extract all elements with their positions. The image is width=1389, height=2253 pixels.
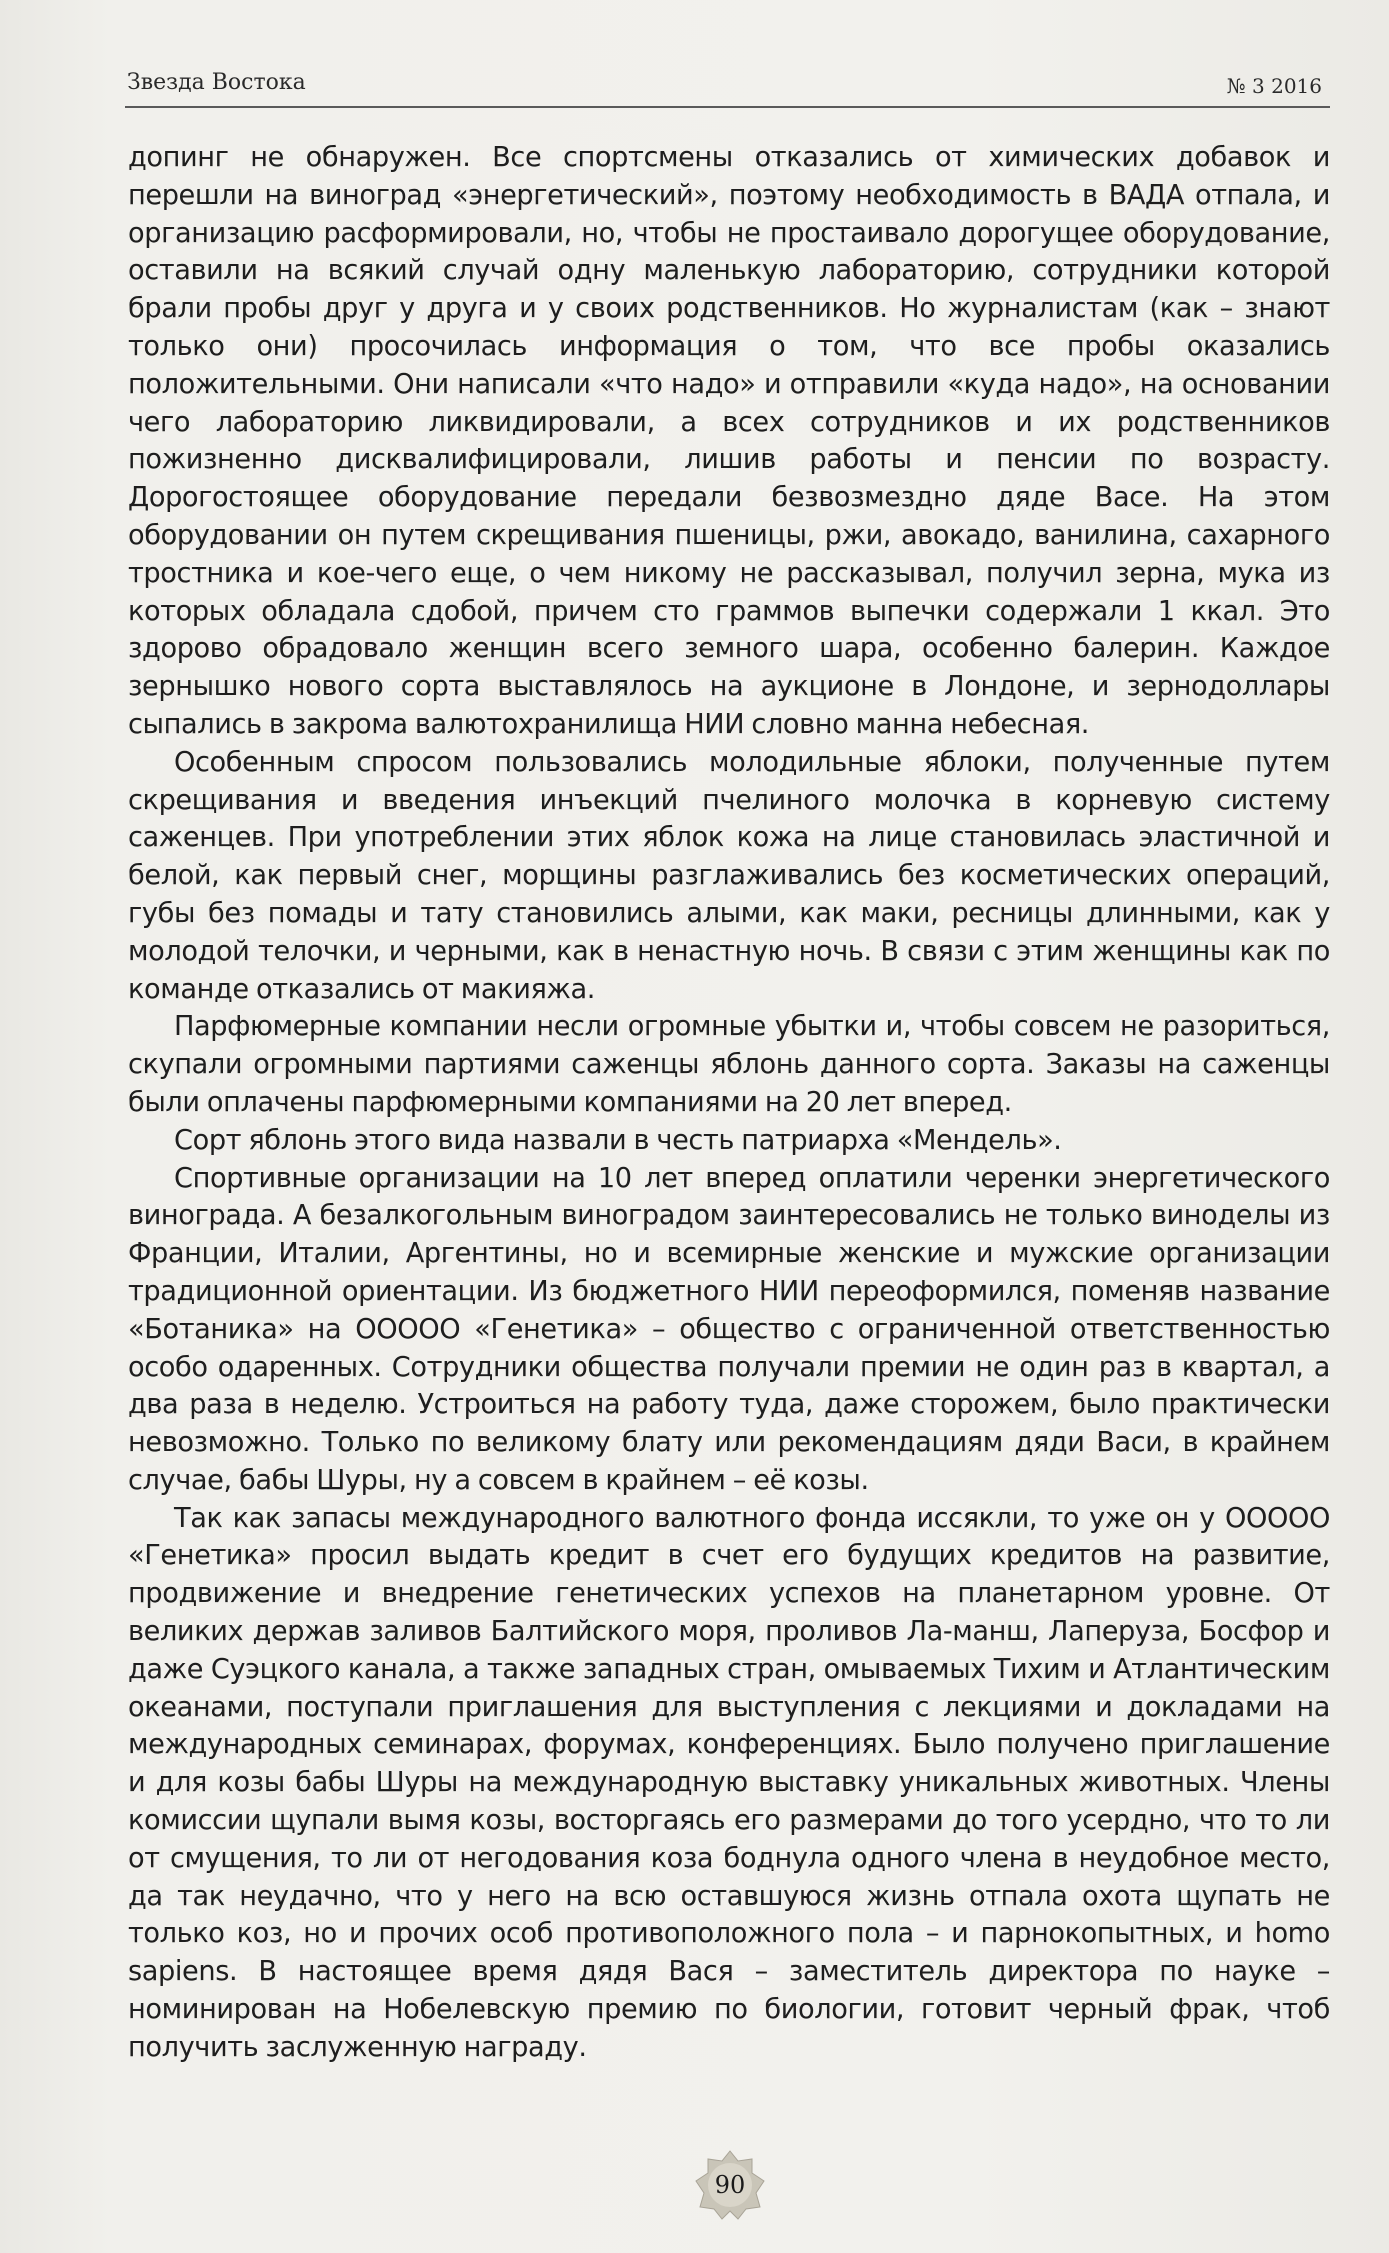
paragraph-4: Сорт яблонь этого вида назвали в честь патриарха «Мендель».: [174, 1124, 1062, 1156]
paragraph-2: Особенным спросом пользовались молодильные яблоки, полученные путем скрещивания и введения инъекций пчелиного молочка в корневую систему саженцев. При употреблении этих яблок кожа на лице становилась эластичной и белой, как первый снег, морщины разглаживались без косметических операций, губы без помады и тату становились алыми, как маки, ресницы длинными, как у молодой телочки, и черными, как в ненастную ночь. В связи с этим женщины как по команде отказались от макияжа.: [128, 746, 1330, 1005]
journal-title: Звезда Востока: [127, 70, 306, 95]
paragraph-6: Так как запасы международного валютного фонда иссякли, то уже он у ООООО «Генетика» просил выдать кредит в счет его будущих кредитов на развитие, продвижение и внедрение генетических успехов на планетарном уровне. От великих держав заливов Балтийского моря, проливов Ла-манш, Лаперуза, Босфор и даже Суэцкого канала, а также западных стран, омываемых Тихим и Атлантическим океанами, поступали приглашения для выступления с лекциями и докладами на международных семинарах, форумах, конференциях. Было получено приглашение и для козы бабы Шуры на международную выставку уникальных животных. Члены комиссии щупали вымя козы, восторгаясь его размерами до того усердно, что то ли от смущения, то ли от негодования коза боднула одного члена в неудобное место, да так неудачно, что у него на всю оставшуюся жизнь отпала охота щупать не только коз, но и прочих особ противоположного пола – и парнокопытных, и homo sapiens. В настоящее время дядя Вася – заместитель директора по науке – номинирован на Нобелевскую премию по биологии, готовит черный фрак, чтоб получить заслуженную награду.: [128, 1502, 1330, 2063]
running-header: [125, 62, 1330, 108]
article-body: [128, 139, 1330, 2067]
page-number-badge: [694, 2149, 766, 2221]
paragraph-1: допинг не обнаружен. Все спортсмены отказались от химических добавок и перешли на виноград «энергетический», поэтому необходимость в ВАДА отпала, и организацию расформировали, но, чтобы не простаивало дорогущее оборудование, оставили на всякий случай одну маленькую лабораторию, сотрудники которой брали пробы друг у друга и у своих родственников. Но журналистам (как – знают только они) просочилась информация о том, что все пробы оказались положительными. Они написали «что надо» и отправили «куда надо», на основании чего лабораторию ликвидировали, а всех сотрудников и их родственников пожизненно дисквалифицировали, лишив работы и пенсии по возрасту. Дорогостоящее оборудование передали безвозмездно дяде Васе. На этом оборудовании он путем скрещивания пшеницы, ржи, авокадо, ванилина, сахарного тростника и кое-чего еще, о чем никому не рассказывал, получил зерна, мука из которых обладала сдобой, причем сто граммов выпечки содержали 1 ккал. Это здорово обрадовало женщин всего земного шара, особенно балерин. Каждое зернышко нового сорта выставлялось на аукционе в Лондоне, и зернодоллары сыпались в закрома валютохранилища НИИ словно манна небесная.: [128, 142, 1330, 740]
paragraph-5: Спортивные организации на 10 лет вперед оплатили черенки энергетического винограда. А безалкогольным виноградом заинтересовались не только виноделы из Франции, Италии, Аргентины, но и всемирные женские и мужские организации традиционной ориентации. Из бюджетного НИИ переоформился, поменяв название «Ботаника» на ООООО «Генетика» – общество с ограниченной ответственностью особо одаренных. Сотрудники общества получали премии не один раз в квартал, а два раза в неделю. Устроиться на работу туда, даже сторожем, было практически невозможно. Только по великому блату или рекомендациям дяди Васи, в крайнем случае, бабы Шуры, ну а совсем в крайнем – её козы.: [128, 1162, 1330, 1496]
issue-number: № 3 2016: [1226, 74, 1322, 98]
paragraph-3: Парфюмерные компании несли огромные убытки и, чтобы совсем не разориться, скупали огромными партиями саженцы яблонь данного сорта. Заказы на саженцы были оплачены парфюмерными компаниями на 20 лет вперед.: [128, 1011, 1330, 1118]
page-number: 90: [714, 2171, 746, 2199]
